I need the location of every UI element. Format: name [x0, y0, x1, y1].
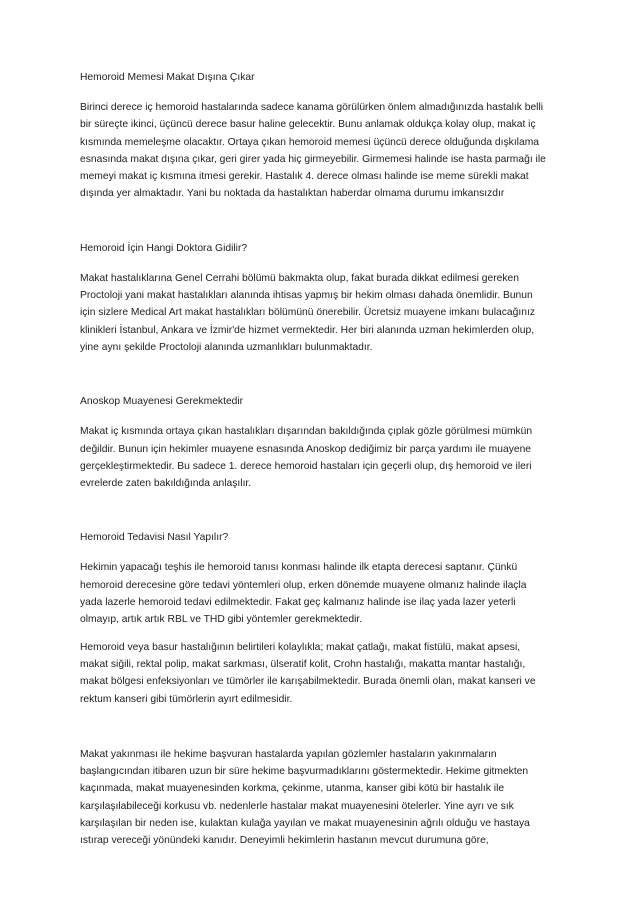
paragraph [80, 423, 568, 492]
section-gap [80, 213, 568, 241]
section-heading: Anoskop Muayenesi Gerekmektedir [80, 396, 244, 408]
text-line: için sizlere Medical Art makat hastalıkları bölümünü önerebilir. Ücretsiz muayene imkanı bulacağınız [80, 307, 535, 319]
text-line: hemoroid derecesine göre tedavi yöntemleri olup, erken dönemde muayene olmanız halinde ilaçla [80, 579, 527, 591]
section-gap [80, 718, 568, 746]
text-line: olmayıp, artık artık RBL ve THD gibi yöntemler gerekmektedir. [80, 614, 363, 626]
document-page [80, 70, 568, 860]
text-line: yine aynı şekilde Proctoloji alanında uzmanlıkları bulunmaktadır. [80, 341, 373, 353]
text-line: memeyi makat iç kısmına itmesi gerekir. Hastalık 4. derece olması halinde ise meme sürekli makat [80, 171, 529, 183]
text-line: değildir. Bunun için hekimler muayene esnasında Anoskop dediğimiz bir parça yardımı ile muayene [80, 443, 532, 455]
text-line: dışında yer almaktadır. Yani bu noktada da hastalıktan haberdar olmama durumu imkansızdır [80, 188, 505, 200]
paragraph [80, 746, 568, 850]
text-line: bir süreçte ikinci, üçüncü derece basur haline gelecektir. Bunu anlamak oldukça kolay olup, makat iç [80, 119, 536, 131]
text-line: Birinci derece iç hemoroid hastalarında sadece kanama görülürken önlem almadığınızda hastalık belli [80, 102, 544, 113]
text-line: Proctoloji yani makat hastalıkları alanında ihtisas yapmış bir hekim olması dahada önemlidir. Bunun [80, 290, 533, 302]
text-line: evrelerde zaten bakıldığında anlaşılır. [80, 478, 252, 490]
paragraph [80, 559, 568, 628]
text-line: kaçınmada, makat muayenesinden korkma, çekinme, utanma, kanser gibi kötü bir hastalık ile [80, 783, 505, 795]
section-gap [80, 366, 568, 394]
text-line: karşılaşılabileceği korkusu vb. nedenlerle hastalar makat muayenesini ötelerler. Yine ayrı ve sık [80, 800, 514, 812]
text-line: Hemoroid veya basur hastalığının belirtileri kolaylıkla; makat çatlağı, makat fistülü, makat apsesi, [80, 641, 521, 653]
text-line: Hekimin yapacağı teşhis ile hemoroid tanısı konması halinde ilk etapta derecesi saptanır. Çünkü [80, 562, 518, 574]
text-line: Makat yakınması ile hekime başvuran hastalarda yapılan gözlemler hastaların yakınmaların [80, 748, 497, 760]
section-heading: Hemoroid Tedavisi Nasıl Yapılır? [80, 532, 229, 544]
section-heading: Hemoroid İçin Hangi Doktora Gidilir? [80, 242, 248, 254]
text-line: esnasında makat dışına çıkar, geri girer yada hiç girmeyebilir. Girmemesi halinde ise hasta parmağı ile [80, 153, 546, 165]
text-line: yada lazerle hemoroid tedavi edilmektedir. Fakat geç kalmanız halinde ise ilaç yada lazer yeterli [80, 597, 516, 609]
text-line: karşılaşılan bir neden ise, kulaktan kulağa yayılan ve makat muayenesinin ağrılı olduğu ve hastaya [80, 818, 530, 830]
paragraph [80, 270, 568, 356]
text-line: ıstırap vereceği yönündeki kanıdır. Deneyimli hekimlerin hastanın mevcut durumuna göre, [80, 835, 489, 847]
text-line: kısmında memeleşme olacaktır. Ortaya çıkan hemoroid memesi üçüncü derece olduğunda dışkılama [80, 136, 540, 148]
text-line: klinikleri İstanbul, Ankara ve İzmir'de hizmet vermektedir. Her biri alanında uzman hekimlerden olup, [80, 324, 535, 336]
text-line: Makat hastalıklarına Genel Cerrahi bölümü bakmakta olup, fakat burada dikkat edilmesi gereken [80, 272, 519, 284]
text-line: Makat iç kısmında ortaya çıkan hastalıkları dışarından bakıldığında çıplak gözle görülmesi mümkün [80, 426, 533, 438]
text-line: başlangıcından itibaren uzun bir süre hekime başvurmadıklarını göstermektedir. Hekime gitmekten [80, 766, 529, 778]
text-line: makat bölgesi enfeksiyonları ve tümörler ile karışabilmektedir. Burada önemli olan, makat kanseri ve [80, 676, 536, 688]
text-line: rektum kanseri gibi tümörlerin ayırt edilmesidir. [80, 693, 293, 705]
section-gap [80, 502, 568, 530]
text-line: makat siğili, rektal polip, makat sarkması, ülseratif kolit, Crohn hastalığı, makatta mantar hastalığı, [80, 658, 526, 670]
paragraph [80, 639, 568, 708]
text-line: gerçekleştirmektedir. Bu sadece 1. derece hemoroid hastaları için geçerli olup, dış hemoroid ve ileri [80, 460, 532, 472]
section-heading: Hemoroid Memesi Makat Dışına Çıkar [80, 72, 255, 83]
paragraph [80, 99, 568, 203]
